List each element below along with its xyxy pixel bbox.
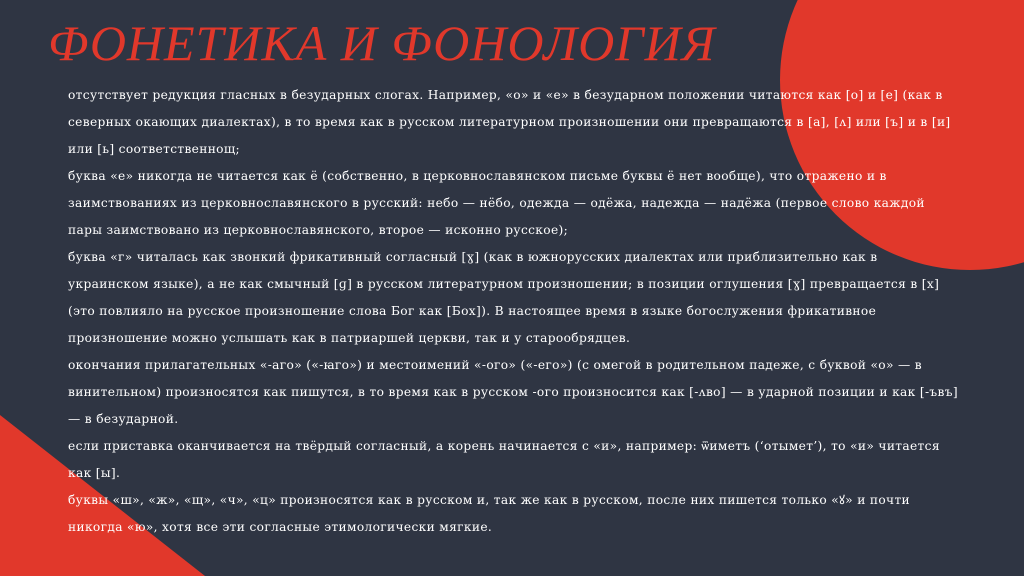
paragraph-letter-e: буква «е» никогда не читается как ё (собственно, в церковнославянском письме буквы ё нет вообще), что отражено и в заимствованиях из церковнославянского в русский: небо — нёбо, одежда — одёжа, надежда — надёжа (первое слово каждой пары заимствовано из церковнославянского, второе — исконно русское); bbox=[68, 169, 925, 237]
slide-title: ФОНЕТИКА И ФОНОЛОГИЯ bbox=[48, 15, 716, 71]
paragraph-vowel-reduction: отсутствует редукция гласных в безударных слогах. Например, «о» и «е» в безударном положении читаются как [о] и [е] (как в северных окающих диалектах), в то время как в русском литературном произношении они превращаются в [а], [ʌ] или [ъ] и в [и] или [ь] соответственнощ; bbox=[68, 88, 951, 156]
paragraph-endings: окончания прилагательных «-аго» («-ꙗго») и местоимений «-ого» («-его») (с омегой в родительном падеже, с буквой «о» — в винительном) произносятся как пишутся, в то время как в русском -ого произносится как [-ʌво] — в ударной позиции и как [-ъвъ] — в безударной. bbox=[68, 358, 958, 426]
slide-body bbox=[68, 82, 958, 541]
paragraph-sibilants: буквы «ш», «ж», «щ», «ч», «ц» произносятся как в русском и, так же как в русском, после них пишется только «ꙋ» и почти никогда «ю», хотя все эти согласные этимологически мягкие. bbox=[68, 493, 911, 534]
paragraph-letter-g: буква «г» читалась как звонкий фрикативный согласный [ɣ] (как в южнорусских диалектах или приблизительно как в украинском языке), а не как смычный [ɡ] в русском литературном произношении; в позиции оглушения [ɣ] превращается в [x] (это повлияло на русское произношение слова Бог как [Бох]). В настоящее время в языке богослужения фрикативное произношение можно услышать как в патриаршей церкви, так и у старообрядцев. bbox=[68, 250, 940, 345]
paragraph-prefix: если приставка оканчивается на твёрдый согласный, а корень начинается с «и», например: ѿиметъ (‘отымет’), то «и» читается как [ы]. bbox=[68, 439, 940, 480]
